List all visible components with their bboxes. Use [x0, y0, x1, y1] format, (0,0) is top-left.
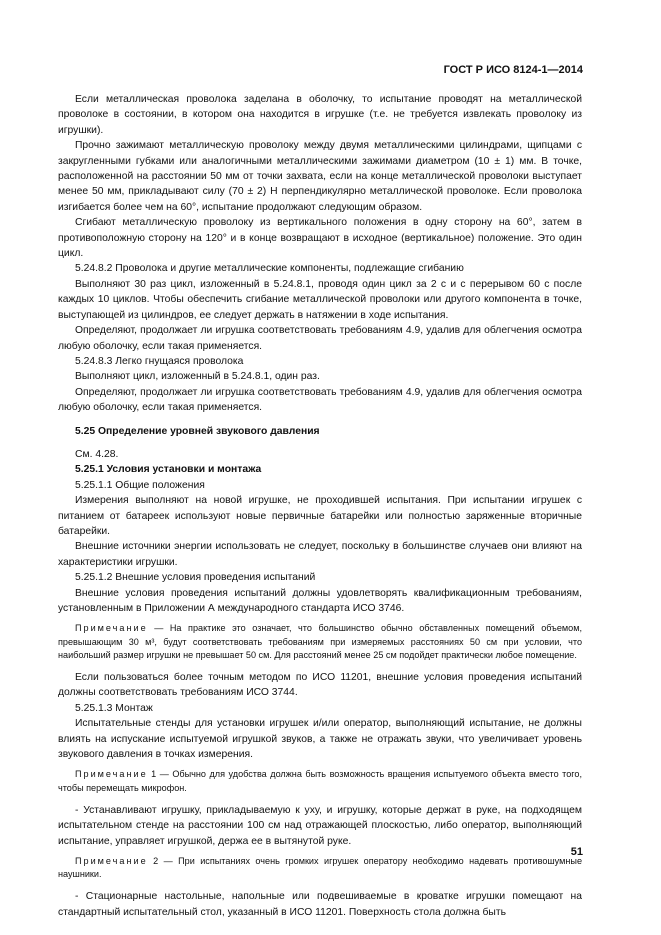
- paragraph: Выполняют 30 раз цикл, изложенный в 5.24.8.1, проводя один цикл за 2 с и с перерывом 60 с после каждых 10 циклов. Чтобы обеспечить сгибание металлической проволоки или другого компонента в точке, выступающей из цилиндров, ее следует держать в натяжении в ходе испытания.: [58, 278, 582, 321]
- section-heading: 5.25 Определение уровней звукового давления: [75, 425, 320, 437]
- paragraph: - Устанавливают игрушку, прикладываемую к уху, и игрушку, которые держат в руке, на подходящем испытательном стенде на расстоянии 100 см над отражающей плоскостью, либо оператор, выполняющий испытание, управляет игрушкой, держа ее в вытянутой руке.: [58, 804, 582, 847]
- paragraph: Испытательные стенды для установки игрушек и/или оператор, выполняющий испытание, не должны влиять на испускание испытуемой игрушкой звуков, а также не отражать звуки, что увеличивает уровень звукового давления в точках измерения.: [58, 718, 582, 761]
- paragraph: Измерения выполняют на новой игрушке, не проходившей испытания. При испытании игрушек с питанием от батареек используют новые первичные батарейки или полностью заряженные вторичные батарейки.: [58, 495, 582, 537]
- page-header: ГОСТ Р ИСО 8124-1—2014: [443, 64, 583, 76]
- paragraph: Внешние источники энергии использовать не следует, поскольку в большинстве случаев они влияют на характеристики игрушки.: [58, 541, 582, 568]
- section-heading: 5.25.1 Условия установки и монтажа: [75, 464, 262, 476]
- note: [58, 768, 582, 794]
- note-text: — На практике это означает, что большинство обычно обставленных помещений объемом, превышающим 30 м³, будут соответствовать требованиям при измеряемых расстояниях 50 см при условии, что наибольший размер игрушки не превышает 50 см. Для расстояний менее 25 см подойдет практически любое помещение.: [58, 623, 582, 660]
- subsection-heading: 5.24.8.2 Проволока и другие металлические компоненты, подлежащие сгибанию: [75, 263, 464, 275]
- paragraph: Прочно зажимают металлическую проволоку между двумя металлическими цилиндрами, щипцами с закругленными губками или аналогичными металлическими зажимами диаметром (10 ± 1) мм. В точке, расположенной на расстоянии 50 мм от точки захвата, если на конце металлической проволоки выступает менее 50 мм, прикладывают силу (70 ± 2) Н перпендикулярно металлической проволоке. Если проволока изгибается более чем на 60°, испытание продолжают следующим образом.: [58, 140, 582, 213]
- note-text: 2 — При испытаниях очень громких игрушек оператору необходимо надевать противошумные наушники.: [58, 856, 582, 880]
- note: [58, 855, 582, 881]
- page-number: 51: [570, 846, 583, 858]
- paragraph: - Стационарные настольные, напольные или подвешиваемые в кроватке игрушки помещают на стандартный испытательный стол, указанный в ИСО 11201. Поверхность стола должна быть: [58, 891, 582, 918]
- note-label: Примечание: [75, 769, 148, 780]
- paragraph: Определяют, продолжает ли игрушка соответствовать требованиям 4.9, удалив для облегчения осмотра любую оболочку, если такая применяется.: [58, 325, 582, 352]
- note-text: 1 — Обычно для удобства должна быть возможность вращения испытуемого объекта вместо того, чтобы перемещать микрофон.: [58, 769, 582, 793]
- paragraph: Выполняют цикл, изложенный в 5.24.8.1, один раз.: [75, 371, 320, 383]
- paragraph: Сгибают металлическую проволоку из вертикального положения в одну сторону на 60°, затем в противоположную сторону на 120° и в конце возвращают в исходное (вертикальное) положение. Это один цикл.: [58, 217, 582, 260]
- paragraph: См. 4.28.: [75, 448, 119, 460]
- subsection-heading: 5.25.1.3 Монтаж: [75, 702, 153, 714]
- paragraph: Определяют, продолжает ли игрушка соответствовать требованиям 4.9, удалив для облегчения осмотра любую оболочку, если такая применяется.: [58, 386, 582, 414]
- subsection-heading: 5.25.1.2 Внешние условия проведения испытаний: [75, 572, 316, 584]
- page-body: [58, 92, 582, 920]
- paragraph: Если металлическая проволока заделана в оболочку, то испытание проводят на металлической проволоке в состоянии, в котором она находится в игрушке (т.е. не требуется извлекать проволоку из игрушки).: [58, 94, 582, 136]
- subsection-heading: 5.24.8.3 Легко гнущаяся проволока: [75, 355, 244, 367]
- paragraph: Внешние условия проведения испытаний должны удовлетворять квалификационным требованиям, установленным в Приложении А международного стандарта ИСО 3746.: [58, 587, 582, 614]
- note-label: Примечание: [75, 856, 148, 867]
- subsection-heading: 5.25.1.1 Общие положения: [75, 479, 205, 491]
- paragraph: Если пользоваться более точным методом по ИСО 11201, внешние условия проведения испытаний должны соответствовать требованиям ИСО 3744.: [58, 672, 582, 699]
- note: [58, 622, 582, 662]
- note-label: Примечание: [75, 623, 148, 634]
